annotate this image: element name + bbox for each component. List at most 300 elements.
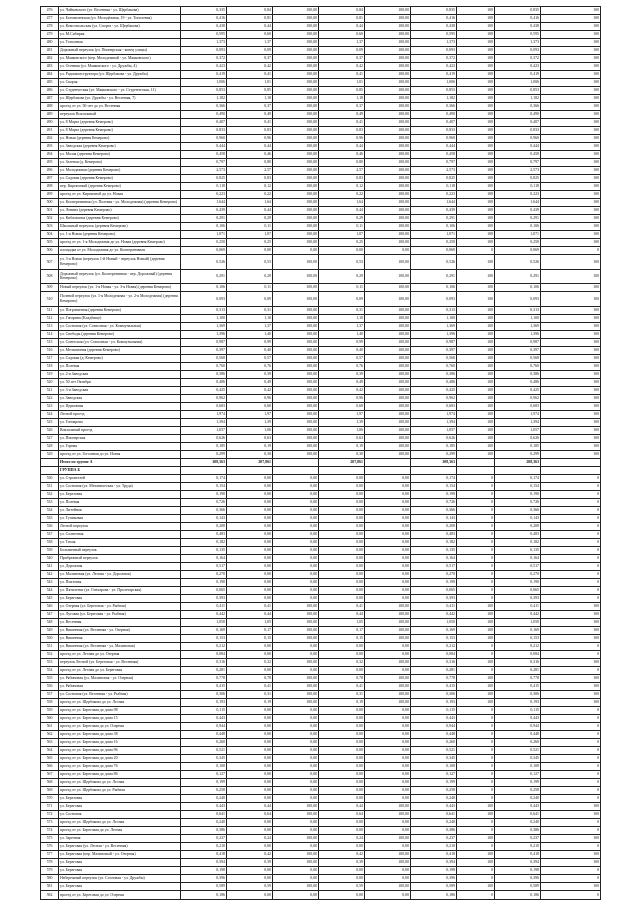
value-cell: 0,00 — [319, 730, 365, 738]
group-row — [41, 466, 601, 474]
value-cell: 1,97 — [227, 410, 273, 418]
value-cell: 0,15 — [319, 634, 365, 642]
value-cell: 0 — [457, 247, 495, 255]
value-cell: 0,960 — [495, 135, 541, 143]
value-cell: 0,41 — [227, 602, 273, 610]
row-number-cell: 510 — [41, 292, 59, 307]
value-cell: 0,425 — [411, 386, 457, 394]
road-name-cell: Прибрежный переулок — [59, 554, 181, 562]
value-cell: 0 — [457, 770, 495, 778]
row-number-cell: 487 — [41, 95, 59, 103]
value-cell: 0,443 — [181, 714, 227, 722]
table-row — [41, 63, 601, 71]
value-cell: 0,778 — [181, 674, 227, 682]
value-cell: 0,00 — [227, 842, 273, 850]
table-row — [41, 247, 601, 255]
value-cell: 1,01 — [319, 79, 365, 87]
value-cell: 0,853 — [495, 87, 541, 95]
value-cell: 100,00 — [273, 269, 319, 284]
value-cell: 0,00 — [365, 554, 411, 562]
value-cell: 0,00 — [273, 866, 319, 874]
value-cell: 0,423 — [181, 63, 227, 71]
value-cell: 0,825 — [411, 175, 457, 183]
value-cell: 0,44 — [227, 143, 273, 151]
row-number-cell: 569 — [41, 786, 59, 794]
table-row — [41, 770, 601, 778]
value-cell: 100,00 — [365, 79, 411, 87]
value-cell: 1,39 — [319, 418, 365, 426]
value-cell: 100,00 — [365, 450, 411, 458]
value-cell: 0 — [457, 514, 495, 522]
value-cell: 0,291 — [181, 215, 227, 223]
row-number-cell: 486 — [41, 87, 59, 95]
value-cell: 0,00 — [365, 650, 411, 658]
value-cell: 0,39 — [319, 370, 365, 378]
value-cell: 0,81 — [319, 15, 365, 23]
value-cell: 0,00 — [319, 482, 365, 490]
row-number-cell: 490 — [41, 119, 59, 127]
value-cell: 0,521 — [181, 746, 227, 754]
row-number-cell: 498 — [41, 183, 59, 191]
value-cell: 0,00 — [227, 786, 273, 794]
value-cell: 100 — [541, 802, 601, 810]
table-row — [41, 215, 601, 223]
value-cell: 0,962 — [181, 394, 227, 402]
value-cell: 0,164 — [181, 554, 227, 562]
road-name-cell: ул. 2-я Заводская — [59, 370, 181, 378]
value-cell: 100 — [541, 223, 601, 231]
road-name-cell: ул. Береговая — [59, 594, 181, 602]
value-cell: 100,00 — [273, 626, 319, 634]
value-cell: 0,59 — [319, 882, 365, 890]
road-name-cell: ул. Весенняя — [59, 618, 181, 626]
table-row — [41, 239, 601, 247]
value-cell: 0,00 — [365, 570, 411, 578]
value-cell: 0,00 — [273, 730, 319, 738]
row-number-cell: 525 — [41, 418, 59, 426]
value-cell: 100,00 — [365, 159, 411, 167]
table-row — [41, 269, 601, 284]
value-cell: 0 — [541, 586, 601, 594]
table-row — [41, 7, 601, 15]
road-name-cell: ул. Вишневая — [59, 634, 181, 642]
value-cell: 0,49 — [227, 111, 273, 119]
table-body — [41, 7, 601, 900]
value-cell: 0,521 — [411, 746, 457, 754]
value-cell: 0,135 — [411, 546, 457, 554]
value-cell: 0,198 — [181, 866, 227, 874]
value-cell: 100 — [457, 103, 495, 111]
value-cell — [273, 458, 319, 466]
value-cell: 0 — [541, 546, 601, 554]
row-number-cell: 562 — [41, 730, 59, 738]
row-number-cell: 520 — [41, 378, 59, 386]
table-row — [41, 730, 601, 738]
table-row — [41, 418, 601, 426]
value-cell: 100 — [457, 255, 495, 270]
value-cell: 0,726 — [181, 498, 227, 506]
value-cell: 100,00 — [365, 386, 411, 394]
value-cell: 0,448 — [181, 730, 227, 738]
value-cell: 0,68 — [227, 402, 273, 410]
value-cell: 100 — [541, 159, 601, 167]
value-cell: 100 — [541, 63, 601, 71]
value-cell: 100,00 — [365, 306, 411, 314]
value-cell: 0,76 — [319, 362, 365, 370]
value-cell: 100 — [541, 231, 601, 239]
value-cell: 100,00 — [365, 215, 411, 223]
value-cell: 0,00 — [319, 706, 365, 714]
value-cell: 0,483 — [495, 530, 541, 538]
value-cell: 0,270 — [181, 570, 227, 578]
value-cell: 0,093 — [495, 47, 541, 55]
value-cell: 0,258 — [411, 786, 457, 794]
value-cell: 0,208 — [411, 522, 457, 530]
value-cell: 0,084 — [495, 650, 541, 658]
value-cell: 0,00 — [273, 826, 319, 834]
value-cell: 0,335 — [181, 7, 227, 15]
value-cell: 0 — [541, 778, 601, 786]
value-cell: 0,415 — [411, 682, 457, 690]
value-cell: 0,00 — [227, 826, 273, 834]
value-cell: 0,31 — [319, 690, 365, 698]
value-cell: 0,212 — [495, 642, 541, 650]
value-cell: 208,363 — [411, 458, 457, 466]
value-cell: 100,00 — [365, 682, 411, 690]
value-cell: 0 — [541, 506, 601, 514]
row-number-cell: 570 — [41, 794, 59, 802]
road-name-cell: ул. Заводская (деревня Кемерово) — [59, 143, 181, 151]
table-row — [41, 722, 601, 730]
road-register-table — [40, 6, 601, 900]
value-cell: 100 — [541, 442, 601, 450]
value-cell: 100 — [457, 47, 495, 55]
value-cell: 100,00 — [365, 223, 411, 231]
road-name-cell: проезд от ул. Щербакова до ул. Лесная — [59, 698, 181, 706]
value-cell: 0,143 — [181, 514, 227, 522]
value-cell: 100,00 — [273, 207, 319, 215]
value-cell: 0,186 — [181, 890, 227, 899]
table-row — [41, 618, 601, 626]
value-cell: 100,00 — [273, 239, 319, 247]
table-row — [41, 642, 601, 650]
value-cell: 0,386 — [411, 370, 457, 378]
table-row — [41, 306, 601, 314]
row-number-cell — [41, 458, 59, 466]
value-cell: 100 — [457, 370, 495, 378]
value-cell: 0,093 — [411, 292, 457, 307]
value-cell: 100 — [541, 39, 601, 47]
value-cell: 100 — [457, 167, 495, 175]
road-name-cell: проезд от ул. Береговая до дома 96 — [59, 746, 181, 754]
value-cell: 0 — [541, 482, 601, 490]
row-number-cell: 549 — [41, 626, 59, 634]
value-cell: 0,960 — [411, 135, 457, 143]
value-cell: 0,589 — [181, 882, 227, 890]
value-cell: 100,00 — [273, 346, 319, 354]
value-cell: 0,438 — [495, 23, 541, 31]
table-row — [41, 610, 601, 618]
value-cell: 100,00 — [273, 103, 319, 111]
value-cell: 0,438 — [411, 23, 457, 31]
row-number-cell: 579 — [41, 866, 59, 874]
value-cell: 100,00 — [273, 199, 319, 207]
value-cell: 0,83 — [319, 127, 365, 135]
value-cell: 0,208 — [495, 522, 541, 530]
road-name-cell: ул. Полевая — [59, 498, 181, 506]
value-cell: 0,53 — [319, 255, 365, 270]
value-cell: 100,00 — [365, 882, 411, 890]
value-cell: 100,00 — [273, 151, 319, 159]
row-number-cell: 542 — [41, 570, 59, 578]
value-cell: 0,517 — [495, 562, 541, 570]
table-row — [41, 223, 601, 231]
road-name-cell: пер. Кирпичный (деревня Кемерово) — [59, 183, 181, 191]
value-cell: 0,386 — [495, 370, 541, 378]
row-number-cell: 548 — [41, 618, 59, 626]
road-name-cell: Больничный переулок — [59, 546, 181, 554]
value-cell: 0 — [541, 874, 601, 882]
value-cell: 0,210 — [495, 842, 541, 850]
value-cell: 0 — [457, 762, 495, 770]
value-cell: 100,00 — [273, 31, 319, 39]
row-number-cell: 515 — [41, 338, 59, 346]
value-cell: 0,00 — [365, 586, 411, 594]
value-cell: 100,00 — [365, 354, 411, 362]
value-cell: 0 — [541, 866, 601, 874]
value-cell: 0,526 — [495, 255, 541, 270]
value-cell: 0,00 — [319, 746, 365, 754]
value-cell: 0,00 — [227, 794, 273, 802]
value-cell: 0 — [457, 594, 495, 602]
value-cell: 0,42 — [319, 63, 365, 71]
value-cell: 0,00 — [365, 546, 411, 554]
value-cell: 0,442 — [411, 610, 457, 618]
value-cell: 1,182 — [411, 95, 457, 103]
row-number-cell: 521 — [41, 386, 59, 394]
value-cell: 0,115 — [411, 706, 457, 714]
value-cell: 100 — [457, 330, 495, 338]
value-cell: 0,069 — [411, 247, 457, 255]
value-cell: 0,483 — [411, 530, 457, 538]
road-name-cell: Школьный переулок (деревня Кемерово) — [59, 223, 181, 231]
value-cell: 0,442 — [181, 610, 227, 618]
value-cell: 0,00 — [273, 738, 319, 746]
value-cell: 0,396 — [495, 874, 541, 882]
road-name-cell: проезд от ул. Лесная до ул. Озерная — [59, 650, 181, 658]
row-number-cell: 497 — [41, 175, 59, 183]
road-name-cell: Полевой переулок (ул. 1-я Молодежная - ул. 2-я Молодежная) (деревня Кемерово) — [59, 292, 181, 307]
value-cell: 0,00 — [273, 754, 319, 762]
value-cell: 0,00 — [227, 642, 273, 650]
row-number-cell: 546 — [41, 602, 59, 610]
value-cell: 1,64 — [319, 199, 365, 207]
value-cell: 100 — [541, 426, 601, 434]
value-cell: 0,190 — [495, 578, 541, 586]
value-cell: 100 — [541, 610, 601, 618]
value-cell: 0,407 — [495, 119, 541, 127]
road-name-cell: ул. Береговая — [59, 802, 181, 810]
value-cell: 100,00 — [273, 39, 319, 47]
value-cell: 0,118 — [411, 183, 457, 191]
value-cell: 100 — [541, 394, 601, 402]
value-cell: 0,00 — [227, 570, 273, 578]
value-cell: 100,00 — [273, 183, 319, 191]
road-name-cell: проезд от ул. Лесная до ул. Береговая — [59, 666, 181, 674]
value-cell: 100 — [541, 135, 601, 143]
value-cell: 0,490 — [495, 111, 541, 119]
value-cell: 0,96 — [227, 394, 273, 402]
row-number-cell: 580 — [41, 874, 59, 882]
value-cell: 0,223 — [181, 191, 227, 199]
value-cell: 0,00 — [365, 498, 411, 506]
value-cell: 0,423 — [495, 63, 541, 71]
value-cell: 0,486 — [495, 378, 541, 386]
value-cell: 0,106 — [181, 284, 227, 292]
value-cell: 0,00 — [365, 762, 411, 770]
value-cell: 0,57 — [227, 354, 273, 362]
value-cell: 0 — [541, 738, 601, 746]
value-cell: 100 — [541, 143, 601, 151]
value-cell: 100 — [457, 322, 495, 330]
row-number-cell: 545 — [41, 594, 59, 602]
value-cell: 0,683 — [181, 402, 227, 410]
value-cell: 0 — [541, 538, 601, 546]
table-row — [41, 538, 601, 546]
value-cell: 0,44 — [319, 207, 365, 215]
value-cell: 100 — [457, 386, 495, 394]
value-cell: 0,80 — [227, 159, 273, 167]
value-cell: 100,00 — [365, 394, 411, 402]
value-cell: 0,15 — [227, 634, 273, 642]
value-cell: 100 — [541, 79, 601, 87]
value-cell: 0,182 — [495, 538, 541, 546]
value-cell: 0,853 — [181, 87, 227, 95]
value-cell: 0 — [457, 522, 495, 530]
value-cell: 1,644 — [495, 199, 541, 207]
value-cell: 100,00 — [365, 269, 411, 284]
value-cell: 1,369 — [495, 322, 541, 330]
road-name-cell: ул. Вишневая (ул. Весенняя - ул. Озерная) — [59, 626, 181, 634]
value-cell: 100,00 — [365, 690, 411, 698]
value-cell: 0,760 — [411, 362, 457, 370]
value-cell: 0,00 — [227, 866, 273, 874]
road-name-cell: ул. Скорая — [59, 79, 181, 87]
value-cell: 0,24 — [227, 834, 273, 842]
value-cell: 0,00 — [365, 722, 411, 730]
value-cell: 0,397 — [411, 346, 457, 354]
value-cell: 0 — [457, 754, 495, 762]
table-row — [41, 402, 601, 410]
value-cell: 0,419 — [181, 71, 227, 79]
value-cell: 100 — [457, 175, 495, 183]
value-cell: 100 — [541, 215, 601, 223]
value-cell: 100,00 — [273, 119, 319, 127]
value-cell: 1,050 — [181, 618, 227, 626]
value-cell: 100 — [457, 15, 495, 23]
value-cell: 1,394 — [181, 418, 227, 426]
value-cell: 1,071 — [181, 231, 227, 239]
road-name-cell: ул. Береговая (ул. Лесная - ул. Весенняя) — [59, 842, 181, 850]
value-cell: 0,366 — [495, 103, 541, 111]
value-cell: 100 — [457, 682, 495, 690]
value-cell: 100,00 — [273, 191, 319, 199]
value-cell: 0 — [541, 890, 601, 899]
table-row — [41, 682, 601, 690]
value-cell: 0,41 — [319, 602, 365, 610]
value-cell: 0,00 — [273, 578, 319, 586]
value-cell: 100,00 — [273, 658, 319, 666]
value-cell: 0,00 — [365, 786, 411, 794]
value-cell: 100,00 — [365, 658, 411, 666]
value-cell: 100,00 — [273, 434, 319, 442]
row-number-cell: 503 — [41, 223, 59, 231]
value-cell: 100,00 — [365, 618, 411, 626]
row-number-cell: 543 — [41, 578, 59, 586]
row-number-cell — [41, 466, 59, 474]
value-cell: 0,00 — [227, 578, 273, 586]
row-number-cell: 553 — [41, 658, 59, 666]
value-cell: 0 — [457, 650, 495, 658]
value-cell: 0,174 — [411, 474, 457, 482]
value-cell: 0,22 — [319, 191, 365, 199]
value-cell: 0,00 — [273, 474, 319, 482]
value-cell: 0,641 — [411, 810, 457, 818]
value-cell: 0,084 — [181, 650, 227, 658]
table-row — [41, 874, 601, 882]
value-cell: 0,00 — [319, 554, 365, 562]
value-cell: 1,050 — [411, 618, 457, 626]
value-cell: 0,44 — [319, 802, 365, 810]
value-cell: 0,00 — [319, 530, 365, 538]
value-cell: 1,18 — [319, 95, 365, 103]
value-cell: 0,106 — [411, 284, 457, 292]
row-number-cell: 578 — [41, 858, 59, 866]
value-cell: 0,127 — [411, 770, 457, 778]
value-cell: 0,185 — [181, 442, 227, 450]
value-cell: 100 — [541, 690, 601, 698]
value-cell: 0,944 — [181, 722, 227, 730]
value-cell: 0,00 — [319, 770, 365, 778]
row-number-cell: 556 — [41, 682, 59, 690]
value-cell: 100 — [541, 95, 601, 103]
value-cell: 0,00 — [273, 842, 319, 850]
value-cell: 0,281 — [411, 666, 457, 674]
value-cell: 100 — [457, 434, 495, 442]
value-cell: 0,439 — [411, 207, 457, 215]
value-cell: 0,443 — [495, 714, 541, 722]
road-name-cell: ул. Щербакова (ул. Дружбы - ул. Весенняя, 7) — [59, 95, 181, 103]
value-cell: 100,00 — [365, 610, 411, 618]
road-name-cell: ул. Пограничная (деревня Кемерово) — [59, 306, 181, 314]
value-cell: 100 — [457, 690, 495, 698]
value-cell: 1,396 — [495, 330, 541, 338]
value-cell: 1,057 — [495, 426, 541, 434]
value-cell: 0,00 — [365, 770, 411, 778]
value-cell: 0,299 — [411, 450, 457, 458]
value-cell: 0 — [541, 722, 601, 730]
value-cell: 1,974 — [181, 410, 227, 418]
value-cell: 0,44 — [227, 802, 273, 810]
value-cell: 0,00 — [227, 522, 273, 530]
value-cell: 0,00 — [365, 247, 411, 255]
value-cell: 0,396 — [181, 874, 227, 882]
table-row — [41, 666, 601, 674]
row-number-cell: 529 — [41, 450, 59, 458]
value-cell: 0 — [457, 562, 495, 570]
value-cell: 0,835 — [495, 7, 541, 15]
value-cell: 0,00 — [365, 538, 411, 546]
